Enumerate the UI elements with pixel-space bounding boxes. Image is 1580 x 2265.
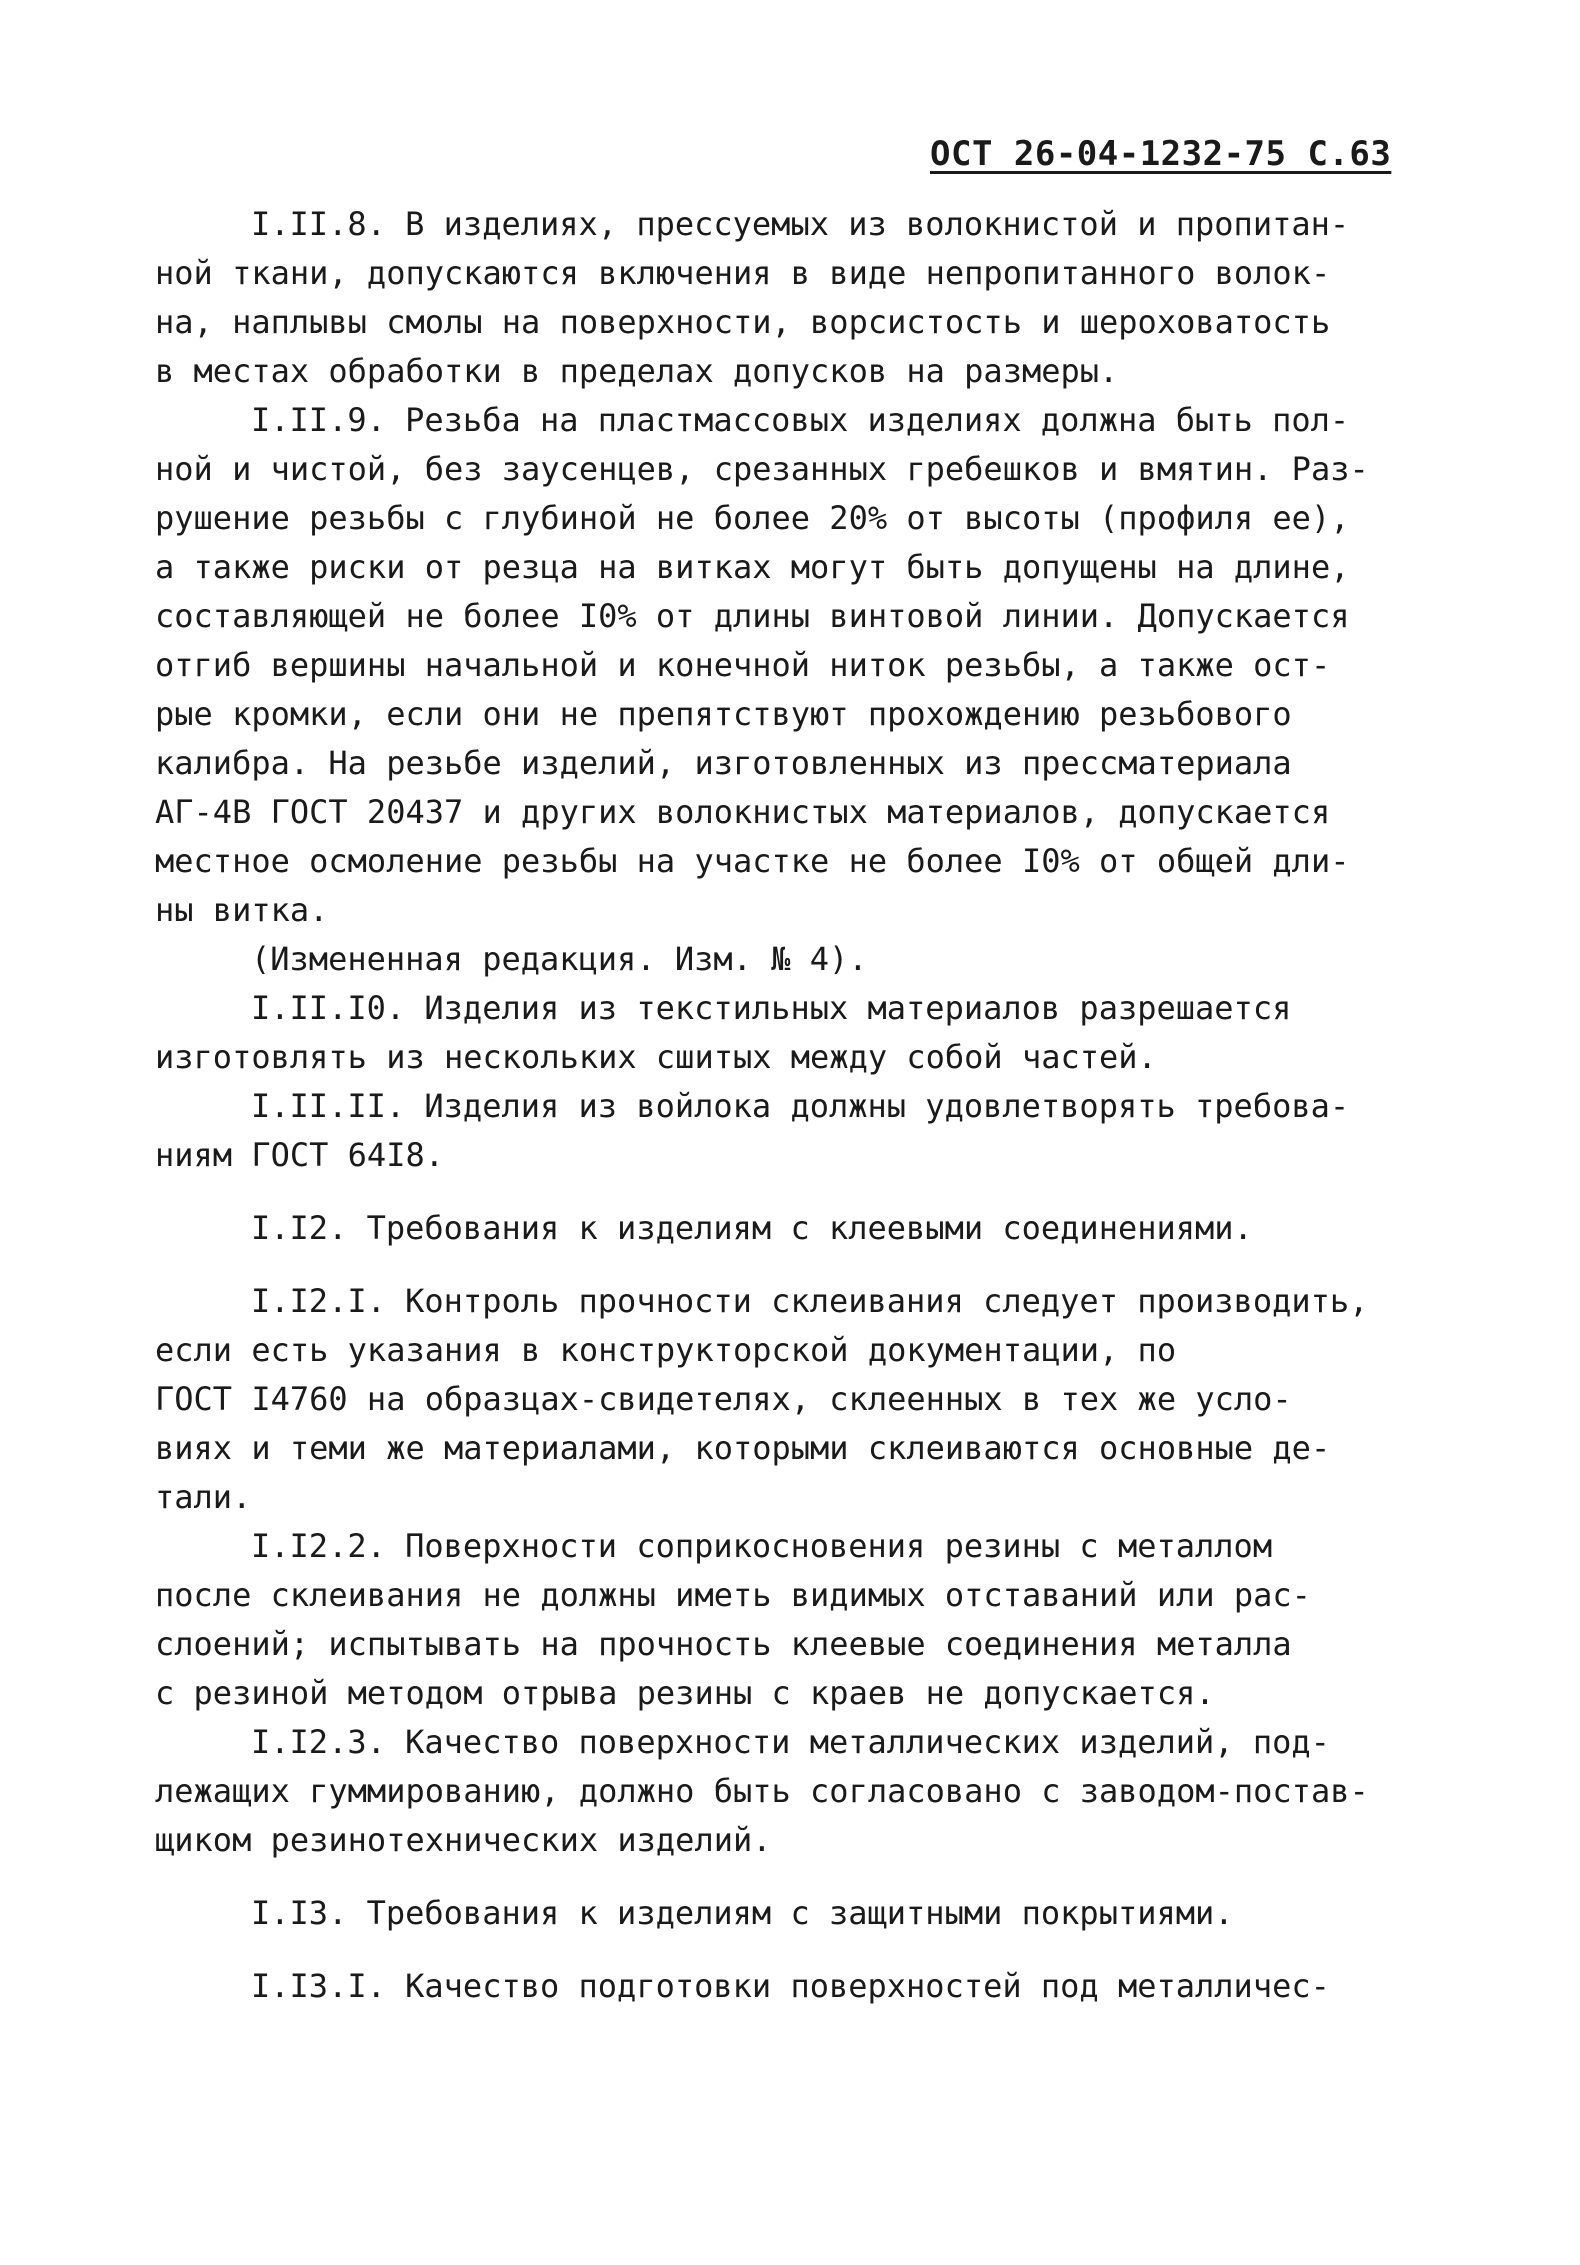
text-line: тали. xyxy=(155,1478,252,1516)
amendment-note: (Измененная редакция. Изм. № 4). xyxy=(251,940,868,978)
text-line: если есть указания в конструкторской документации, по xyxy=(155,1331,1177,1369)
text-line: I.II.I0. Изделия из текстильных материалов разрешается xyxy=(251,989,1292,1027)
text-line: рые кромки, если они не препятствуют прохождению резьбового xyxy=(155,695,1292,733)
text-line: ны витка. xyxy=(155,891,329,929)
spacer xyxy=(155,1253,1425,1277)
spacer xyxy=(155,1180,1425,1204)
text-line: I.I2.I. Контроль прочности склеивания следует производить, xyxy=(251,1282,1369,1320)
text-line: а также риски от резца на витках могут быть допущены на длине, xyxy=(155,548,1350,586)
text-line: I.I2.3. Качество поверхности металлических изделий, под- xyxy=(251,1723,1330,1761)
text-line: виях и теми же материалами, которыми склеиваются основные де- xyxy=(155,1429,1331,1467)
text-line: лежащих гуммированию, должно быть согласовано с заводом-постав- xyxy=(155,1772,1369,1810)
text-line: местное осмоление резьбы на участке не более I0% от общей дли- xyxy=(155,842,1350,880)
section-heading: I.I3. Требования к изделиям с защитными покрытиями. xyxy=(251,1894,1234,1932)
section-heading: I.I2. Требования к изделиям с клеевыми соединениями. xyxy=(251,1209,1253,1247)
text-line: ной и чистой, без заусенцев, срезанных гребешков и вмятин. Раз- xyxy=(155,450,1369,488)
text-line: в местах обработки в пределах допусков на размеры. xyxy=(155,352,1119,390)
text-line: ниям ГОСТ 64I8. xyxy=(155,1136,444,1174)
text-line: I.I3.I. Качество подготовки поверхностей под металличес- xyxy=(251,1967,1330,2005)
text-line: калибра. На резьбе изделий, изготовленных из прессматериала xyxy=(155,744,1292,782)
text-line: на, наплывы смолы на поверхности, ворсистость и шероховатость xyxy=(155,303,1331,341)
document-reference: ОСТ 26-04-1232-75 С.63 xyxy=(930,134,1392,174)
document-body xyxy=(155,200,1425,2011)
text-line: составляющей не более I0% от длины винтовой линии. Допускается xyxy=(155,597,1350,635)
text-line: ГОСТ I4760 на образцах-свидетелях, склеенных в тех же усло- xyxy=(155,1380,1292,1418)
spacer xyxy=(155,1938,1425,1962)
text-line: I.II.II. Изделия из войлока должны удовлетворять требова- xyxy=(251,1087,1350,1125)
text-line: после склеивания не должны иметь видимых отставаний или рас- xyxy=(155,1576,1311,1614)
text-line: рушение резьбы с глубиной не более 20% от высоты (профиля ее), xyxy=(155,499,1350,537)
text-line: I.I2.2. Поверхности соприкосновения резины с металлом xyxy=(251,1527,1273,1565)
text-line: I.II.8. В изделиях, прессуемых из волокнистой и пропитан- xyxy=(251,205,1350,243)
text-line: слоений; испытывать на прочность клеевые соединения металла xyxy=(155,1625,1292,1663)
text-line: с резиной методом отрыва резины с краев не допускается. xyxy=(155,1674,1215,1712)
text-line: отгиб вершины начальной и конечной ниток резьбы, а также ост- xyxy=(155,646,1331,684)
text-line: щиком резинотехнических изделий. xyxy=(155,1821,772,1859)
text-line: I.II.9. Резьба на пластмассовых изделиях должна быть пол- xyxy=(251,401,1350,439)
text-line: АГ-4В ГОСТ 20437 и других волокнистых материалов, допускается xyxy=(155,793,1331,831)
spacer xyxy=(155,1865,1425,1889)
text-line: изготовлять из нескольких сшитых между собой частей. xyxy=(155,1038,1157,1076)
text-line: ной ткани, допускаются включения в виде непропитанного волок- xyxy=(155,254,1331,292)
